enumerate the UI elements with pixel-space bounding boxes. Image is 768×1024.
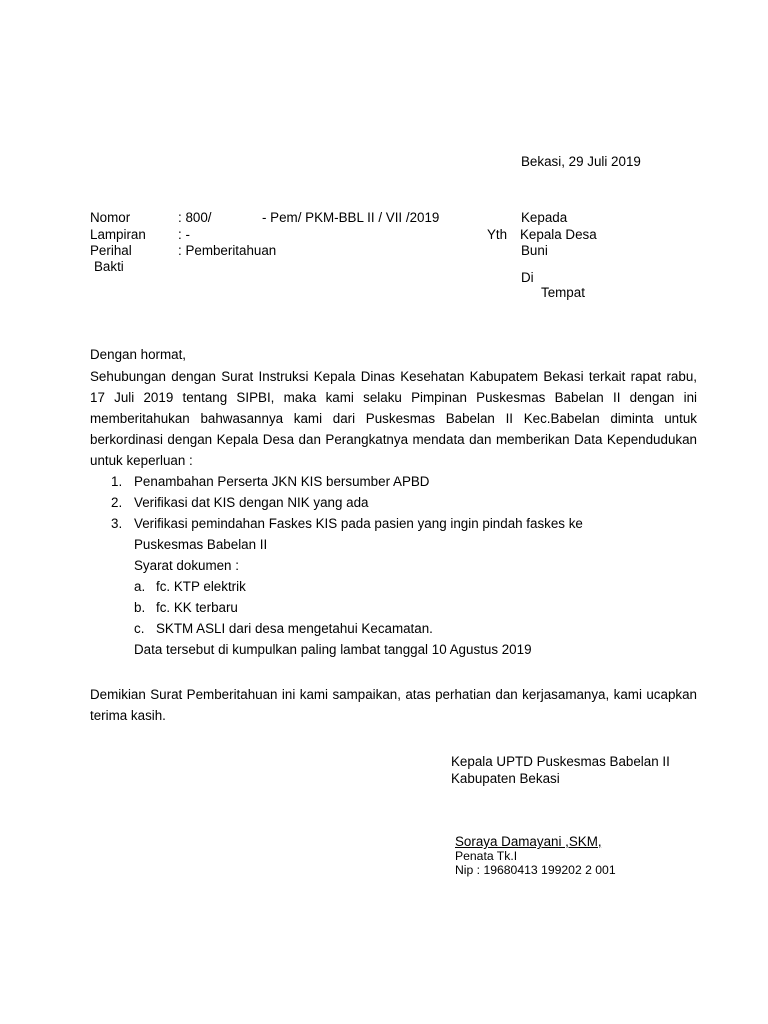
closing-paragraph: Demikian Surat Pemberitahuan ini kami sampaikan, atas perhatian dan kerjasamanya, kami ucapkan terima kasih. (90, 687, 697, 723)
syarat-text: fc. KK terbaru (156, 600, 238, 615)
perihal-value: : Pemberitahuan (178, 243, 277, 258)
syarat-mark: b. (134, 600, 146, 615)
recipient-yth: Yth (487, 227, 508, 242)
lampiran-value: : - (178, 227, 190, 242)
signature-region: Kabupaten Bekasi (451, 771, 560, 786)
nomor-value-code: - Pem/ PKM-BBL II / VII /2019 (262, 210, 440, 225)
list-item-text: Verifikasi dat KIS dengan NIK yang ada (134, 495, 369, 510)
body-paragraph: Sehubungan dengan Surat Instruksi Kepala Dinas Kesehatan Kabupatem Bekasi terkait rapat rabu, 17 Juli 2019 tentang SIPBI, maka kami selaku Pimpinan Puskesmas Babelan II dengan ini memberitahukan bahwasannya kami dari Puskesmas Babelan II Kec.Babelan diminta untuk berkordinasi dengan Kepala Desa dan Perangkatnya mendata dan memberikan Data Kependudukan untuk keperluan : (90, 369, 697, 468)
list-item-number: 2. (111, 495, 123, 510)
syarat-mark: a. (134, 579, 146, 594)
recipient-name: Kepala Desa (520, 227, 597, 242)
salutation: Dengan hormat, (90, 347, 187, 362)
list-item-text: Verifikasi pemindahan Faskes KIS pada pasien yang ingin pindah faskes ke (134, 516, 583, 531)
perihal-label: Perihal (90, 243, 132, 258)
recipient-di: Di (521, 270, 534, 285)
recipient-place: Buni (521, 243, 548, 258)
nomor-value-number: : 800/ (178, 210, 212, 225)
syarat-mark: c. (134, 621, 145, 636)
recipient-kepada: Kepada (521, 210, 568, 225)
signature-title: Kepala UPTD Puskesmas Babelan II (451, 754, 670, 769)
signatory-name: Soraya Damayani ,SKM, (455, 834, 602, 849)
list-item-number: 1. (111, 474, 123, 489)
list-item-text-cont: Puskesmas Babelan II (134, 537, 268, 552)
letter-date: Bekasi, 29 Juli 2019 (521, 154, 641, 169)
lampiran-label: Lampiran (90, 227, 146, 242)
syarat-title: Syarat dokumen : (134, 558, 239, 573)
list-item-number: 3. (111, 516, 123, 531)
list-item-text: Penambahan Perserta JKN KIS bersumber APBD (134, 474, 430, 489)
syarat-text: SKTM ASLI dari desa mengetahui Kecamatan. (156, 621, 433, 636)
perihal-value-cont: Bakti (94, 259, 124, 274)
signatory-rank: Penata Tk.I (455, 849, 518, 863)
deadline-text: Data tersebut di kumpulkan paling lambat tanggal 10 Agustus 2019 (134, 642, 532, 657)
syarat-text: fc. KTP elektrik (156, 579, 246, 594)
nomor-label: Nomor (90, 210, 131, 225)
recipient-tempat: Tempat (541, 285, 585, 300)
signatory-nip: Nip : 19680413 199202 2 001 (455, 863, 616, 877)
